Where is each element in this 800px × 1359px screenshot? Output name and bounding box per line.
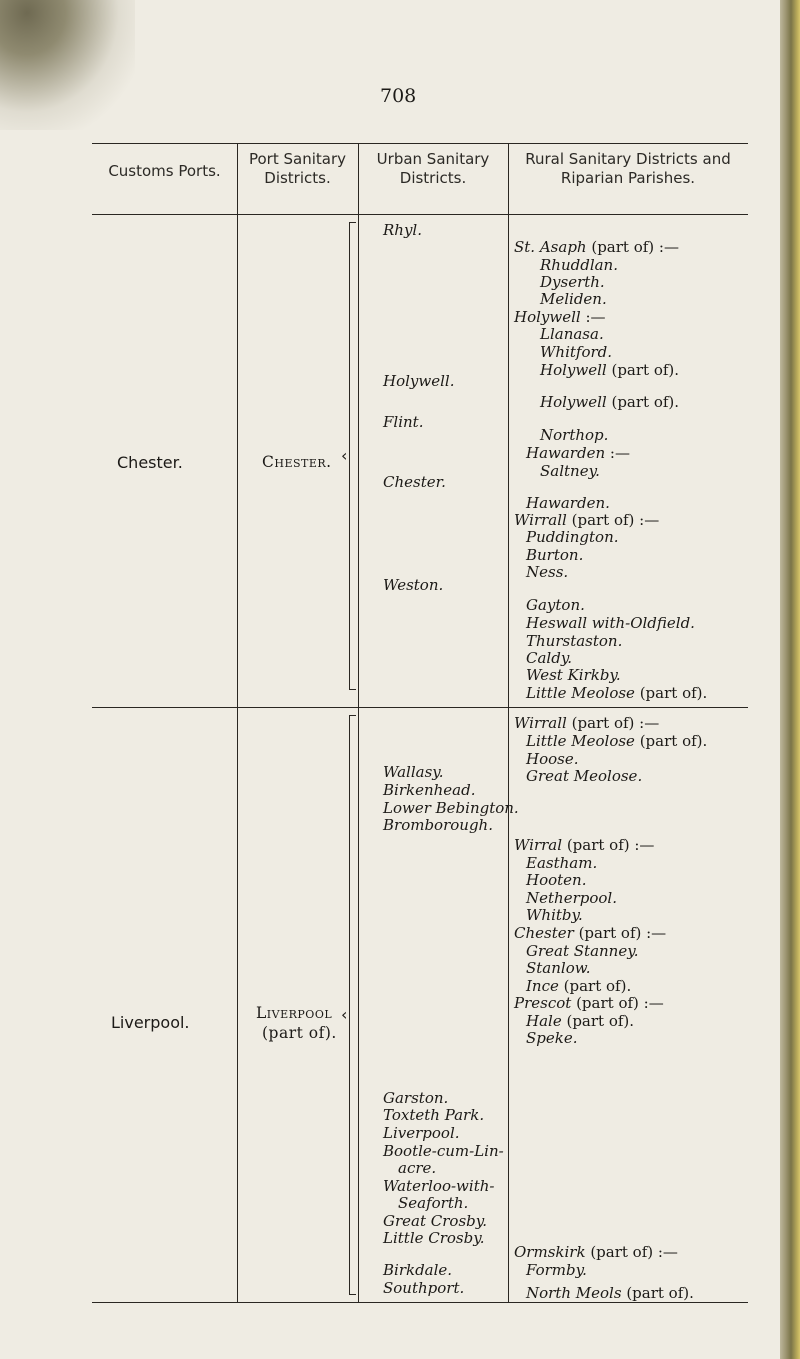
customs-port-chester: Chester. <box>117 453 183 472</box>
rural-entry: Burton. <box>526 546 584 564</box>
header-urban-sanitary <box>358 150 508 188</box>
rural-entry: Prescot (part of) :— <box>514 994 664 1012</box>
rural-entry: St. Asaph (part of) :— <box>514 238 679 256</box>
header-bottom-rule <box>92 214 748 215</box>
rural-entry: Little Meolose (part of). <box>526 684 708 702</box>
rural-entry: Gayton. <box>526 596 585 614</box>
column-divider-3 <box>508 143 509 1303</box>
rural-entry: Holywell (part of). <box>540 393 680 411</box>
rural-entry: Formby. <box>526 1261 587 1279</box>
rural-entry: Wirrall (part of) :— <box>514 714 660 732</box>
header-port-line1: Port Sanitary <box>248 150 346 168</box>
port-district-line: (part of). <box>262 1024 337 1042</box>
port-district-line: Liverpool <box>256 1004 333 1022</box>
urban-entry: Holywell. <box>383 372 455 390</box>
rural-entry: Thurstaston. <box>526 632 623 650</box>
urban-entry: Southport. <box>383 1279 465 1297</box>
urban-entry: Chester. <box>383 473 446 491</box>
rural-entry: Llanasa. <box>540 325 604 343</box>
header-customs-ports <box>92 162 237 181</box>
header-port-sanitary <box>237 150 358 188</box>
header-urban-line1: Urban Sanitary <box>376 150 490 168</box>
rural-entry: Heswall with-Oldfield. <box>526 614 695 632</box>
rural-entry: Ness. <box>526 563 569 581</box>
bracket-chester: ‹ <box>349 222 350 690</box>
rural-entry: Hooten. <box>526 871 587 889</box>
section-divider-rule <box>92 707 748 708</box>
rural-entry: Holywell :— <box>514 308 606 326</box>
header-customs-text: Customs Ports. <box>108 162 221 180</box>
rural-entry: Dyserth. <box>540 273 605 291</box>
header-port-line2: Districts. <box>264 169 331 187</box>
rural-entry: Wirrall (part of) :— <box>514 511 660 529</box>
port-district-line: Chester. <box>262 453 332 471</box>
scan-edge-shadow <box>0 0 135 130</box>
rural-entry: Stanlow. <box>526 959 591 977</box>
rural-entry: North Meols (part of). <box>526 1284 694 1302</box>
rural-entry: Holywell (part of). <box>540 361 680 379</box>
customs-port-liverpool: Liverpool. <box>111 1013 190 1032</box>
urban-entry: Bromborough. <box>383 816 493 834</box>
port-district-liverpool <box>256 1003 337 1043</box>
rural-entry: Chester (part of) :— <box>514 924 667 942</box>
urban-entry: Toxteth Park. <box>383 1106 485 1124</box>
urban-entry: Waterloo-with- <box>383 1177 495 1195</box>
rural-entry: Ince (part of). <box>526 977 632 995</box>
urban-entry: Rhyl. <box>383 221 422 239</box>
book-spine-edge <box>780 0 800 1359</box>
rural-entry: Hoose. <box>526 750 579 768</box>
urban-entry: Birkenhead. <box>383 781 476 799</box>
column-divider-2 <box>358 143 359 1303</box>
rural-entry: Whitford. <box>540 343 613 361</box>
urban-entry: Little Crosby. <box>383 1229 485 1247</box>
urban-entry: Flint. <box>383 413 424 431</box>
port-district-chester <box>262 452 332 472</box>
rural-entry: Great Stanney. <box>526 942 639 960</box>
rural-entry: Caldy. <box>526 649 573 667</box>
urban-entry: Liverpool. <box>383 1124 460 1142</box>
rural-entry: Hawarden. <box>526 494 610 512</box>
urban-entry: Birkdale. <box>383 1261 453 1279</box>
urban-entry: Seaforth. <box>398 1194 469 1212</box>
rural-entry: Whitby. <box>526 906 583 924</box>
rural-entry: Hawarden :— <box>526 444 630 462</box>
urban-entry: Wallasy. <box>383 763 444 781</box>
rural-entry: Hale (part of). <box>526 1012 635 1030</box>
rural-entry: Netherpool. <box>526 889 617 907</box>
rural-entry: Little Meolose (part of). <box>526 732 708 750</box>
header-urban-line2: Districts. <box>399 169 467 187</box>
header-rural-line2: Riparian Parishes. <box>560 169 696 187</box>
rural-entry: West Kirkby. <box>526 666 621 684</box>
urban-entry: Great Crosby. <box>383 1212 487 1230</box>
urban-entry: Bootle-cum-Lin- <box>383 1142 504 1160</box>
header-rural-line1: Rural Sanitary Districts and <box>525 150 731 168</box>
urban-entry: Weston. <box>383 576 444 594</box>
rural-entry: Wirral (part of) :— <box>514 836 655 854</box>
rural-entry: Speke. <box>526 1029 578 1047</box>
urban-entry: Garston. <box>383 1089 449 1107</box>
rural-entry: Meliden. <box>540 290 607 308</box>
bracket-liverpool: ‹ <box>349 715 350 1295</box>
rural-entry: Puddington. <box>526 528 619 546</box>
rural-entry: Saltney. <box>540 462 600 480</box>
urban-entry: Lower Bebington. <box>383 799 519 817</box>
rural-entry: Rhuddlan. <box>540 256 618 274</box>
column-divider-1 <box>237 143 238 1303</box>
page-number: 708 <box>380 85 417 107</box>
rural-entry: Great Meolose. <box>526 767 643 785</box>
rural-entry: Northop. <box>540 426 609 444</box>
header-rural-sanitary <box>508 150 748 188</box>
rural-entry: Ormskirk (part of) :— <box>514 1243 678 1261</box>
table-bottom-rule <box>92 1302 748 1303</box>
table-top-rule <box>92 143 748 144</box>
urban-entry: acre. <box>398 1159 437 1177</box>
rural-entry: Eastham. <box>526 854 598 872</box>
